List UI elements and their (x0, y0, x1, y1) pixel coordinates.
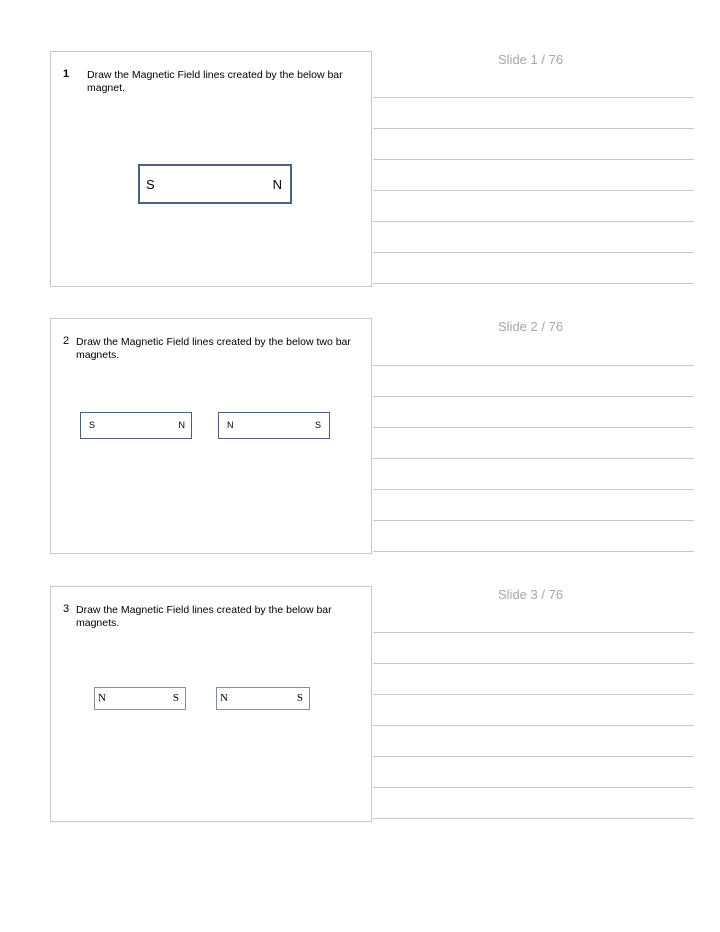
magnet-pole-left: N (220, 692, 228, 704)
slide-2-label: Slide 2 / 76 (498, 319, 564, 334)
magnet-pole-left: S (146, 177, 155, 192)
question-text: Draw the Magnetic Field lines created by the below two bar magnets. (76, 336, 351, 361)
bar-magnet (80, 412, 192, 439)
slide-3-label: Slide 3 / 76 (498, 587, 564, 602)
slide-2-frame (50, 318, 372, 554)
question-number: 2 (63, 335, 70, 347)
question-number: 1 (63, 68, 70, 80)
bar-magnet (94, 687, 186, 710)
magnet-pole-right: S (296, 692, 303, 704)
question-number: 3 (63, 603, 70, 615)
magnet-pole-right: N (272, 177, 282, 192)
question-text: Draw the Magnetic Field lines created by the below bar magnet. (87, 69, 343, 94)
magnet-pole-left: N (227, 420, 234, 430)
bar-magnet (216, 687, 310, 710)
question-text: Draw the Magnetic Field lines created by the below bar magnets. (76, 604, 332, 629)
slide-3-frame (50, 586, 372, 822)
magnet-pole-right: S (314, 420, 321, 430)
slide-1-frame (50, 51, 372, 287)
bar-magnet (138, 164, 292, 204)
magnet-pole-right: N (178, 420, 185, 430)
magnet-pole-left: N (98, 692, 106, 704)
magnet-pole-left: S (89, 420, 96, 430)
bar-magnet (218, 412, 330, 439)
magnet-pole-right: S (172, 692, 179, 704)
slide-1-label: Slide 1 / 76 (498, 52, 564, 67)
